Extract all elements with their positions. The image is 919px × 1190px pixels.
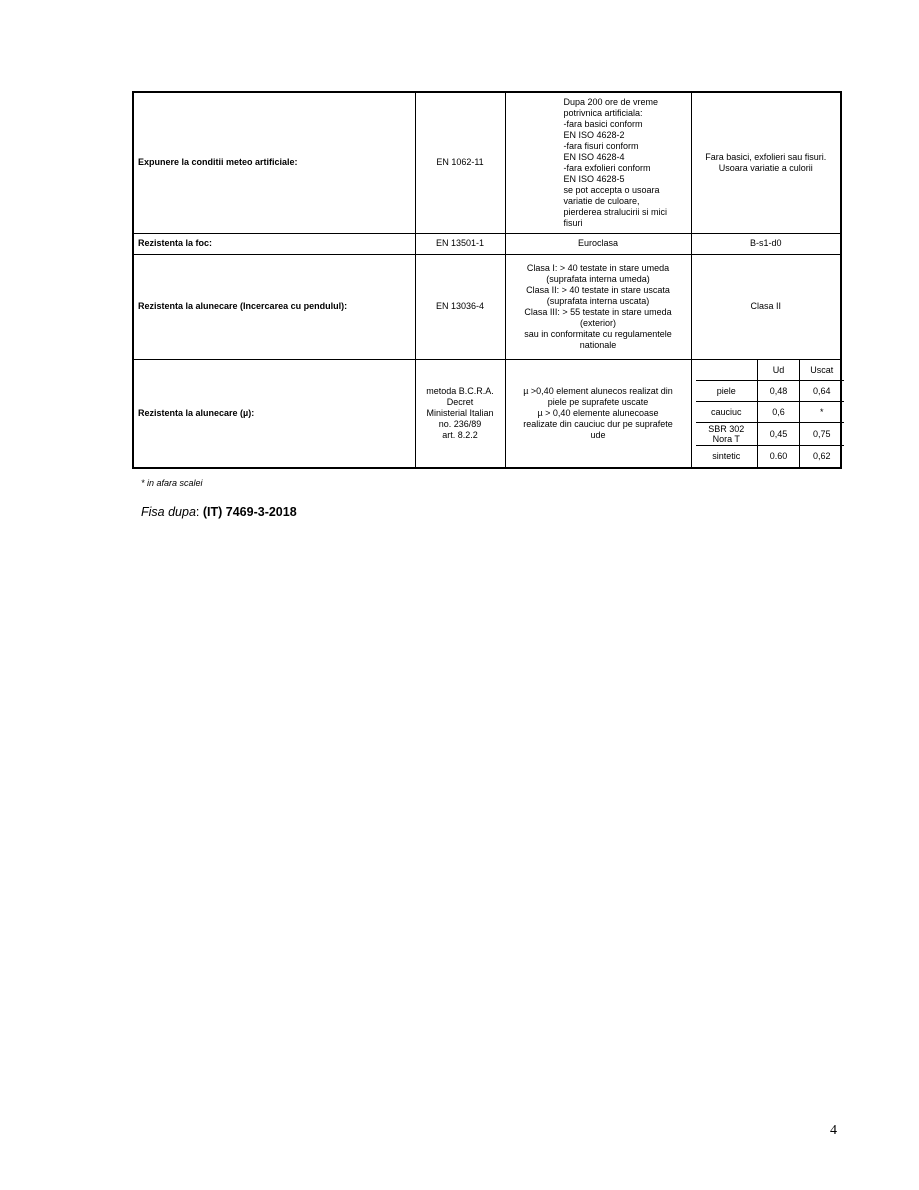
friction-row <box>696 381 844 402</box>
result-cell: B-s1-d0 <box>691 233 841 254</box>
friction-value-cell: 0,45 <box>758 423 800 446</box>
friction-value-cell: 0,6 <box>758 402 800 423</box>
source-separator: : <box>195 505 203 519</box>
source-label: Fisa dupa <box>141 505 196 519</box>
friction-material-cell: sintetic <box>696 446 758 467</box>
specification-table <box>132 91 842 469</box>
friction-value-cell: 0.60 <box>758 446 800 467</box>
standard-cell: EN 1062-11 <box>415 92 505 233</box>
friction-value-cell: 0,75 <box>800 423 844 446</box>
table-row <box>133 233 841 254</box>
property-cell: Rezistenta la alunecare (Incercarea cu pendulul): <box>133 254 415 359</box>
table-row <box>133 254 841 359</box>
friction-material-cell: SBR 302 Nora T <box>696 423 758 446</box>
requirement-cell: Clasa I: > 40 testate in stare umeda (suprafata interna umeda) Clasa II: > 40 testate in stare uscata (suprafata interna uscata) Clasa III: > 55 testate in stare umeda (exterior) sau in conformitate cu regulamentele nationale <box>505 254 691 359</box>
friction-material-cell: piele <box>696 381 758 402</box>
property-cell: Rezistenta la alunecare (µ): <box>133 359 415 468</box>
friction-row <box>696 423 844 446</box>
friction-header-cell: Uscat <box>800 360 844 381</box>
standard-cell: metoda B.C.R.A. Decret Ministerial Italian no. 236/89 art. 8.2.2 <box>415 359 505 468</box>
property-cell: Expunere la conditii meteo artificiale: <box>133 92 415 233</box>
friction-row <box>696 402 844 423</box>
source-reference <box>141 505 297 519</box>
friction-table-cell <box>691 359 841 468</box>
standard-cell: EN 13036-4 <box>415 254 505 359</box>
property-cell: Rezistenta la foc: <box>133 233 415 254</box>
friction-row <box>696 446 844 467</box>
friction-value-cell: 0,62 <box>800 446 844 467</box>
standard-cell: EN 13501-1 <box>415 233 505 254</box>
friction-table <box>696 360 844 467</box>
result-cell: Fara basici, exfolieri sau fisuri. Usoara variatie a culorii <box>691 92 841 233</box>
table-row <box>133 92 841 233</box>
friction-header-cell: Ud <box>758 360 800 381</box>
friction-header-row <box>696 360 844 381</box>
requirement-text: Dupa 200 ore de vreme potrivnica artificiala: -fara basici conform EN ISO 4628-2 -fara fisuri conform EN ISO 4628-4 -fara exfolieri conform EN ISO 4628-5 se pot accepta o usoara variatie de culoare, pierderea stralucirii si mici fisuri <box>563 96 668 228</box>
friction-value-cell: 0,64 <box>800 381 844 402</box>
friction-material-cell: cauciuc <box>696 402 758 423</box>
source-value: (IT) 7469-3-2018 <box>202 505 297 519</box>
requirement-cell <box>505 92 691 233</box>
requirement-cell: µ >0,40 element alunecos realizat din piele pe suprafete uscate µ > 0,40 elemente alunecoase realizate din cauciuc dur pe suprafete ude <box>505 359 691 468</box>
table-row <box>133 359 841 468</box>
friction-header-cell <box>696 360 758 381</box>
friction-value-cell: * <box>800 402 844 423</box>
page-number: 4 <box>830 1123 837 1138</box>
result-cell: Clasa II <box>691 254 841 359</box>
requirement-cell: Euroclasa <box>505 233 691 254</box>
footnote: * in afara scalei <box>141 478 203 488</box>
friction-value-cell: 0,48 <box>758 381 800 402</box>
